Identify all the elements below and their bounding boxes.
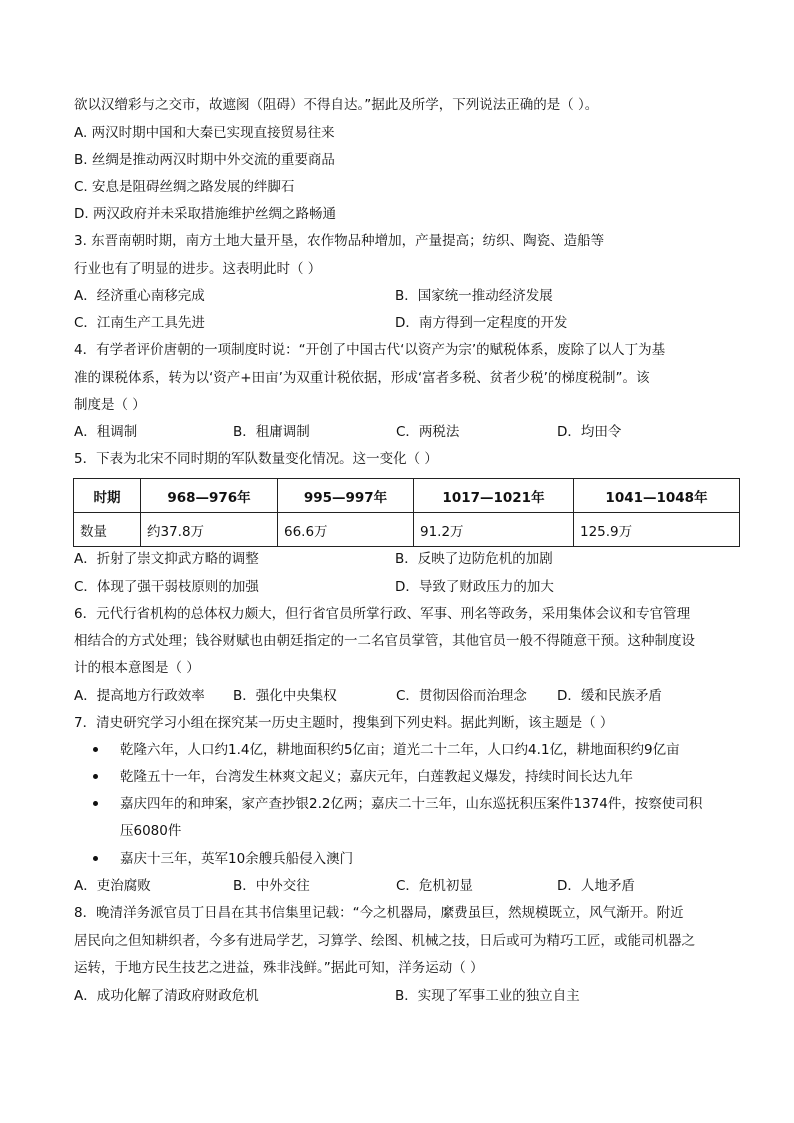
q7-source-item	[0, 850, 794, 868]
q7-option-a: A．吏治腐败	[74, 878, 151, 894]
q1-option-b: B. 丝绸是推动两汉时期中外交流的重要商品	[74, 152, 335, 168]
army-size-table	[73, 478, 740, 547]
q6-option-a: A．提高地方行政效率	[74, 688, 205, 704]
q4-option-c: C．两税法	[396, 424, 460, 440]
q8-option-a: A．成功化解了清政府财政危机	[74, 988, 259, 1004]
q7-source-item	[0, 768, 794, 786]
q7-option-c: C．危机初显	[396, 878, 473, 894]
q7-source-text: 嘉庆四年的和珅案，家产查抄银2.2亿两；嘉庆二十三年，山东巡抚积压案件1374件，按察使司积	[120, 796, 703, 812]
bullet-icon	[93, 801, 98, 806]
q4-option-b: B．租庸调制	[233, 424, 310, 440]
q8-option-b: B．实现了军事工业的独立自主	[395, 988, 580, 1004]
q5-option-b: B．反映了边防危机的加剧	[395, 551, 553, 567]
q6-option-d: D．缓和民族矛盾	[557, 688, 662, 704]
q7-source-item	[0, 795, 794, 840]
q7-source-text-cont: 压6080件	[120, 823, 182, 839]
q1-option-c: C. 安息是阻碍丝绸之路发展的绊脚石	[74, 179, 295, 195]
q7-source-item	[0, 741, 794, 759]
table-header-row	[74, 479, 740, 513]
table-cell: 约37.8万	[141, 513, 278, 547]
q4-stem-line3: 制度是（ ）	[74, 397, 146, 413]
q8-stem-line2: 居民向之但知耕织者，今多有进局学艺，习算学、绘图、机械之技，日后或可为精巧工匠，或能司机器之	[74, 933, 695, 949]
q4-stem-line1: 4．有学者评价唐朝的一项制度时说：“开创了中国古代‘以资产为宗’的赋税体系，废除了以人丁为基	[74, 342, 666, 358]
q1-option-a: A. 两汉时期中国和大秦已实现直接贸易往来	[74, 125, 335, 141]
q3-option-a: A．经济重心南移完成	[74, 288, 205, 304]
q4-option-d: D．均田令	[557, 424, 622, 440]
table-header-cell: 时期	[74, 479, 141, 513]
table-header-cell: 968—976年	[141, 479, 278, 513]
q5-option-d: D．导致了财政压力的加大	[395, 579, 554, 595]
q6-stem-line3: 计的根本意图是（ ）	[74, 660, 200, 676]
q6-option-c: C．贯彻因俗而治理念	[396, 688, 527, 704]
q4-stem-line2: 准的课税体系，转为以‘资产+田亩’为双重计税依据，形成‘富者多税、贫者少税’的梯度税制”。该	[74, 370, 650, 386]
q5-option-c: C．体现了强干弱枝原则的加强	[74, 579, 259, 595]
bullet-icon	[93, 856, 98, 861]
table-header-cell: 1017—1021年	[414, 479, 574, 513]
q8-stem-line1: 8．晚清洋务派官员丁日昌在其书信集里记载：“今之机器局，縻费虽巨，然规模既立，风气渐开。附近	[74, 905, 684, 921]
q6-stem-line1: 6．元代行省机构的总体权力颇大，但行省官员所掌行政、军事、刑名等政务，采用集体会议和专官管理	[74, 606, 691, 622]
q4-option-a: A．租调制	[74, 424, 138, 440]
q3-stem-line2: 行业也有了明显的进步。这表明此时（ ）	[74, 261, 322, 277]
q5-stem: 5．下表为北宋不同时期的军队数量变化情况。这一变化（ ）	[74, 451, 438, 467]
q7-source-text: 乾隆五十一年，台湾发生林爽文起义；嘉庆元年，白莲教起义爆发，持续时间长达九年	[120, 769, 633, 785]
q7-option-b: B．中外交往	[233, 878, 310, 894]
table-row	[74, 513, 740, 547]
q6-option-b: B．强化中央集权	[233, 688, 337, 704]
table-header-cell: 995—997年	[278, 479, 414, 513]
table-cell: 66.6万	[278, 513, 414, 547]
q7-source-text: 乾隆六年，人口约1.4亿，耕地面积约5亿亩；道光二十二年，人口约4.1亿，耕地面积约9亿亩	[120, 742, 680, 758]
table-header-cell: 1041—1048年	[574, 479, 740, 513]
q6-stem-line2: 相结合的方式处理；钱谷财赋也由朝廷指定的一二名官员掌管，其他官员一般不得随意干预。这种制度设	[74, 633, 695, 649]
q3-option-b: B．国家统一推动经济发展	[395, 288, 553, 304]
bullet-icon	[93, 747, 98, 752]
q8-stem-line3: 运转，于地方民生技艺之进益，殊非浅鲜。”据此可知，洋务运动（ ）	[74, 960, 484, 976]
q7-option-d: D．人地矛盾	[557, 878, 635, 894]
q3-option-c: C．江南生产工具先进	[74, 315, 205, 331]
bullet-icon	[93, 774, 98, 779]
table-cell: 125.9万	[574, 513, 740, 547]
q7-source-text: 嘉庆十三年，英军10余艘兵船侵入澳门	[120, 851, 354, 867]
q1-stem-tail: 欲以汉缯彩与之交市，故遮阂（阻碍）不得自达。”据此及所学，下列说法正确的是（ ）。	[74, 97, 599, 113]
table-cell: 91.2万	[414, 513, 574, 547]
q3-option-d: D．南方得到一定程度的开发	[395, 315, 568, 331]
q5-option-a: A．折射了崇文抑武方略的调整	[74, 551, 259, 567]
table-cell: 数量	[74, 513, 141, 547]
q7-stem: 7．清史研究学习小组在探究某一历史主题时，搜集到下列史料。据此判断，该主题是（ ）	[74, 715, 614, 731]
q3-stem-line1: 3. 东晋南朝时期，南方土地大量开垦，农作物品种增加，产量提高；纺织、陶瓷、造船等	[74, 233, 605, 249]
q1-option-d: D. 两汉政府并未采取措施维护丝绸之路畅通	[74, 206, 336, 222]
